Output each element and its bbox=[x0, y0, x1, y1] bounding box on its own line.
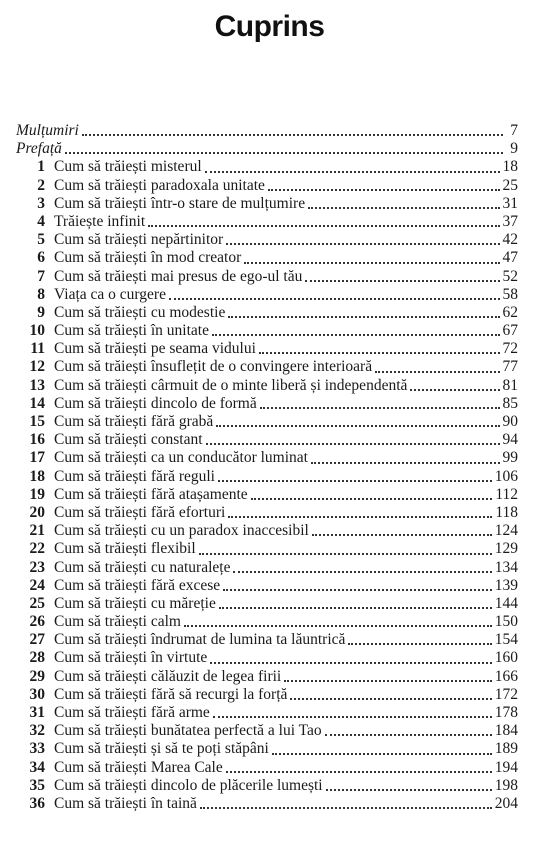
entry-title: Cum să trăiești fără să recurgi la forță bbox=[54, 685, 288, 703]
chapter-number: 19 bbox=[29, 485, 45, 503]
page-number: 62 bbox=[502, 303, 518, 321]
page-number: 42 bbox=[502, 231, 518, 249]
page-number: 85 bbox=[502, 394, 518, 412]
page-number: 72 bbox=[502, 340, 518, 358]
entry-title: Cum să trăiești fără reguli bbox=[54, 467, 215, 485]
entry-title: Cum să trăiești cu măreție bbox=[54, 594, 216, 612]
dot-leader bbox=[272, 739, 492, 755]
dot-leader bbox=[228, 302, 499, 318]
dot-leader bbox=[169, 284, 500, 300]
entry-title: Prefață bbox=[16, 140, 62, 158]
dot-leader bbox=[251, 484, 493, 500]
chapter-number: 35 bbox=[29, 776, 45, 794]
entry-title: Cum să trăiești fără atașamente bbox=[54, 485, 248, 503]
chapter-number: 14 bbox=[29, 394, 45, 412]
dot-leader bbox=[148, 211, 499, 227]
chapter-number: 27 bbox=[29, 631, 45, 649]
chapter-number: 20 bbox=[29, 503, 45, 521]
page-number: 172 bbox=[494, 685, 518, 703]
chapter-number: 6 bbox=[37, 249, 45, 267]
page-number: 160 bbox=[494, 649, 518, 667]
page-number: 47 bbox=[502, 249, 518, 267]
entry-title: Cum să trăiești într-o stare de mulțumire bbox=[54, 194, 306, 212]
dot-leader bbox=[223, 575, 492, 591]
page-number: 37 bbox=[502, 212, 518, 230]
dot-leader bbox=[228, 502, 492, 518]
page-number: 77 bbox=[502, 358, 518, 376]
page-number: 204 bbox=[494, 794, 518, 812]
page-number: 90 bbox=[502, 413, 518, 430]
dot-leader bbox=[233, 557, 491, 573]
page-number: 124 bbox=[494, 522, 518, 540]
entry-title: Mulțumiri bbox=[16, 122, 79, 139]
dot-leader bbox=[268, 175, 500, 191]
dot-leader bbox=[375, 357, 499, 373]
table-of-contents bbox=[16, 122, 518, 813]
entry-title: Cum să trăiești misterul bbox=[54, 158, 202, 176]
chapter-number: 1 bbox=[37, 158, 45, 176]
entry-title: Cum să trăiești cu un paradox inaccesibil bbox=[54, 522, 309, 540]
chapter-number: 8 bbox=[37, 285, 45, 303]
chapter-number: 21 bbox=[29, 522, 45, 540]
page-title: Cuprins bbox=[214, 10, 325, 43]
entry-title: Cum să trăiești fără grabă bbox=[54, 413, 214, 430]
entry-title: Cum să trăiești paradoxala unitate bbox=[54, 176, 265, 194]
page-number: 178 bbox=[494, 704, 518, 721]
chapter-number: 28 bbox=[29, 649, 45, 667]
dot-leader bbox=[259, 338, 500, 354]
dot-leader bbox=[311, 448, 500, 464]
chapter-number: 25 bbox=[29, 594, 45, 612]
entry-title: Cum să trăiești mai presus de ego-ul tău bbox=[54, 267, 303, 285]
dot-leader bbox=[213, 702, 492, 718]
entry-title: Cum să trăiești și să te poți stăpâni bbox=[54, 740, 269, 758]
chapter-number: 2 bbox=[37, 176, 45, 194]
page-number: 9 bbox=[510, 140, 518, 158]
page-number: 7 bbox=[510, 122, 518, 139]
dot-leader bbox=[205, 157, 500, 173]
page-number: 31 bbox=[502, 194, 518, 212]
chapter-number: 4 bbox=[37, 212, 45, 230]
entry-title: Cum să trăiești cârmuit de o minte liberă și independentă bbox=[54, 376, 408, 394]
entry-title: Cum să trăiești fără excese bbox=[54, 576, 221, 594]
page-number: 189 bbox=[494, 740, 518, 758]
page-number: 150 bbox=[494, 613, 518, 631]
chapter-number: 12 bbox=[29, 358, 45, 376]
chapter-number: 33 bbox=[29, 740, 45, 758]
entry-title: Cum să trăiești îndrumat de lumina ta lăuntrică bbox=[54, 631, 346, 649]
dot-leader bbox=[210, 648, 491, 664]
chapter-number: 22 bbox=[29, 540, 45, 558]
entry-title: Cum să trăiești nepărtinitor bbox=[54, 231, 224, 249]
dot-leader bbox=[199, 539, 492, 555]
dot-leader bbox=[200, 793, 492, 809]
chapter-number: 31 bbox=[29, 704, 45, 721]
chapter-number: 32 bbox=[29, 722, 45, 740]
entry-title: Cum să trăiești în virtute bbox=[54, 649, 208, 667]
dot-leader bbox=[226, 229, 499, 245]
dot-leader bbox=[244, 248, 499, 264]
chapter-number: 5 bbox=[37, 231, 45, 249]
dot-leader bbox=[325, 720, 492, 736]
dot-leader bbox=[82, 120, 503, 136]
page-number: 94 bbox=[502, 431, 518, 449]
dot-leader bbox=[312, 520, 492, 536]
page-number: 18 bbox=[502, 158, 518, 176]
entry-title: Cum să trăiești în taină bbox=[54, 794, 197, 812]
entry-title: Cum să trăiești ca un conducător luminat bbox=[54, 449, 308, 467]
page-number: 144 bbox=[494, 594, 518, 612]
entry-title: Cum să trăiești dincolo de plăcerile lumești bbox=[54, 776, 323, 794]
entry-title: Cum să trăiești în unitate bbox=[54, 322, 209, 340]
dot-leader bbox=[226, 757, 492, 773]
page-number: 198 bbox=[494, 776, 518, 794]
chapter-number: 13 bbox=[29, 376, 45, 394]
page-number: 194 bbox=[494, 758, 518, 776]
entry-title: Cum să trăiești călăuzit de legea firii bbox=[54, 667, 282, 685]
dot-leader bbox=[206, 429, 500, 445]
chapter-number: 11 bbox=[30, 340, 45, 358]
dot-leader bbox=[284, 666, 492, 682]
page-number: 67 bbox=[502, 322, 518, 340]
entry-title: Cum să trăiești în mod creator bbox=[54, 249, 242, 267]
dot-leader bbox=[212, 320, 500, 336]
chapter-number: 36 bbox=[29, 794, 45, 812]
entry-title: Cum să trăiești cu naturalețe bbox=[54, 558, 231, 576]
page-number: 154 bbox=[494, 631, 518, 649]
page-number: 184 bbox=[494, 722, 518, 740]
page-number: 166 bbox=[494, 667, 518, 685]
dot-leader bbox=[326, 775, 492, 791]
chapter-number: 7 bbox=[37, 267, 45, 285]
entry-title: Cum să trăiești fără eforturi bbox=[54, 503, 226, 521]
entry-title: Cum să trăiești flexibil bbox=[54, 540, 196, 558]
dot-leader bbox=[184, 611, 492, 627]
page-number: 134 bbox=[494, 558, 518, 576]
page-number: 81 bbox=[502, 376, 518, 394]
dot-leader bbox=[219, 593, 492, 609]
dot-leader bbox=[216, 411, 499, 427]
dot-leader bbox=[308, 193, 499, 209]
chapter-number: 26 bbox=[29, 613, 45, 631]
chapter-number: 16 bbox=[29, 431, 45, 449]
chapter-number: 34 bbox=[29, 758, 45, 776]
chapter-number: 3 bbox=[37, 194, 45, 212]
dot-leader bbox=[260, 393, 500, 409]
entry-title: Cum să trăiești dincolo de formă bbox=[54, 394, 257, 412]
page-number: 112 bbox=[495, 485, 518, 503]
chapter-entry bbox=[16, 795, 518, 813]
dot-leader bbox=[410, 375, 499, 391]
chapter-number: 17 bbox=[29, 449, 45, 467]
chapter-number: 30 bbox=[29, 685, 45, 703]
entry-title: Viața ca o curgere bbox=[54, 285, 166, 303]
dot-leader bbox=[290, 684, 491, 700]
entry-title: Cum să trăiești fără arme bbox=[54, 704, 210, 721]
dot-leader bbox=[305, 266, 499, 282]
chapter-number: 9 bbox=[37, 303, 45, 321]
entry-title: Trăiește infinit bbox=[54, 212, 146, 230]
page-number: 25 bbox=[502, 176, 518, 194]
page-number: 52 bbox=[502, 267, 518, 285]
chapter-number: 29 bbox=[29, 667, 45, 685]
chapter-number: 18 bbox=[29, 467, 45, 485]
entry-title: Cum să trăiești pe seama vidului bbox=[54, 340, 256, 358]
entry-title: Cum să trăiești bunătatea perfectă a lui Tao bbox=[54, 722, 322, 740]
page-number: 106 bbox=[494, 467, 518, 485]
entry-title: Cum să trăiești constant bbox=[54, 431, 203, 449]
entry-title: Cum să trăiești însuflețit de o convingere interioară bbox=[54, 358, 373, 376]
entry-title: Cum să trăiești cu modestie bbox=[54, 303, 226, 321]
entry-title: Cum să trăiești calm bbox=[54, 613, 181, 631]
dot-leader bbox=[348, 629, 491, 645]
page-number: 139 bbox=[494, 576, 518, 594]
chapter-number: 23 bbox=[29, 558, 45, 576]
page-number: 99 bbox=[502, 449, 518, 467]
chapter-number: 10 bbox=[29, 322, 45, 340]
page-number: 58 bbox=[502, 285, 518, 303]
page-number: 129 bbox=[494, 540, 518, 558]
entry-title: Cum să trăiești Marea Cale bbox=[54, 758, 223, 776]
dot-leader bbox=[65, 138, 503, 154]
dot-leader bbox=[218, 466, 492, 482]
chapter-number: 15 bbox=[29, 413, 45, 430]
page-number: 118 bbox=[495, 503, 518, 521]
chapter-number: 24 bbox=[29, 576, 45, 594]
